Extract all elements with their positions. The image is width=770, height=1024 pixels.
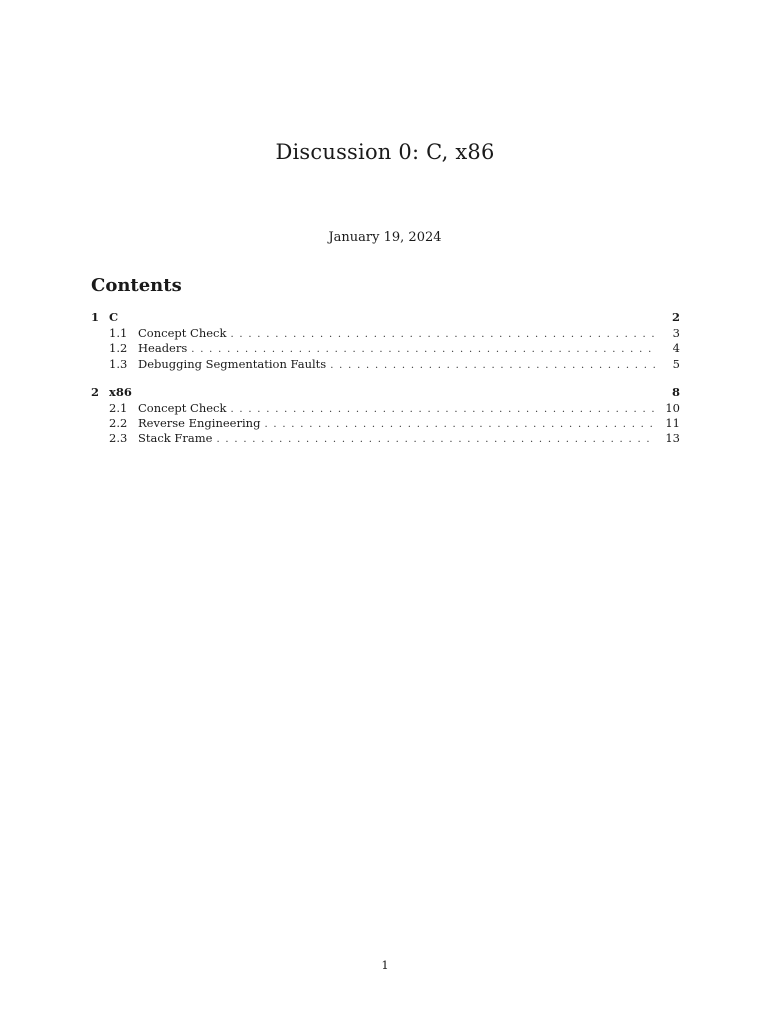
toc-section-number: 2 xyxy=(91,384,100,399)
toc-section-number: 1 xyxy=(91,310,100,324)
document-date: January 19, 2024 xyxy=(328,230,442,245)
toc-section-title: C xyxy=(109,310,119,324)
toc-dot-leader xyxy=(226,329,656,340)
toc-subsection-page: 13 xyxy=(665,431,680,446)
toc-subsection-title: Headers xyxy=(138,341,188,356)
toc-subsection-number: 2.3 xyxy=(109,431,128,446)
toc-subsection-number: 1.1 xyxy=(109,326,128,340)
toc-dot-leader xyxy=(326,360,656,371)
toc-subsection-page: 3 xyxy=(672,326,680,340)
toc-subsection[interactable] xyxy=(91,431,680,446)
toc-subsection-title: Debugging Segmentation Faults xyxy=(138,356,327,371)
toc-subsection-page: 4 xyxy=(672,341,680,356)
toc-subsection-title: Concept Check xyxy=(138,326,227,340)
page-number: 1 xyxy=(381,958,389,972)
toc-subsection-number: 1.2 xyxy=(109,341,128,356)
toc-subsection-title: Concept Check xyxy=(138,400,227,415)
toc-subsection-number: 2.1 xyxy=(109,400,128,415)
toc-subsection[interactable] xyxy=(91,326,680,341)
toc-dot-leader xyxy=(187,344,656,355)
toc-subsection-title: Reverse Engineering xyxy=(138,416,261,431)
toc-dot-leader xyxy=(212,434,656,445)
toc-subsection[interactable] xyxy=(91,401,680,416)
toc-subsection-number: 1.3 xyxy=(109,356,128,371)
toc-subsection-page: 5 xyxy=(672,356,680,371)
table-of-contents xyxy=(91,310,680,447)
toc-section-c[interactable] xyxy=(91,310,680,326)
toc-subsection-page: 10 xyxy=(665,400,680,415)
document-title: Discussion 0: C, x86 xyxy=(275,140,495,164)
toc-dot-leader xyxy=(226,404,656,415)
toc-dot-leader xyxy=(260,419,656,430)
toc-section-page: 2 xyxy=(671,310,680,324)
toc-subsection-number: 2.2 xyxy=(109,416,128,431)
toc-section-page: 8 xyxy=(671,384,680,399)
toc-subsection[interactable] xyxy=(91,357,680,372)
toc-section-x86[interactable] xyxy=(91,385,680,401)
toc-subsection-page: 11 xyxy=(665,416,680,431)
toc-subsection[interactable] xyxy=(91,341,680,356)
toc-section-title: x86 xyxy=(109,384,132,399)
toc-section-spacer xyxy=(91,372,680,385)
toc-subsection-title: Stack Frame xyxy=(138,431,213,446)
toc-subsection[interactable] xyxy=(91,416,680,431)
contents-heading: Contents xyxy=(91,275,182,296)
